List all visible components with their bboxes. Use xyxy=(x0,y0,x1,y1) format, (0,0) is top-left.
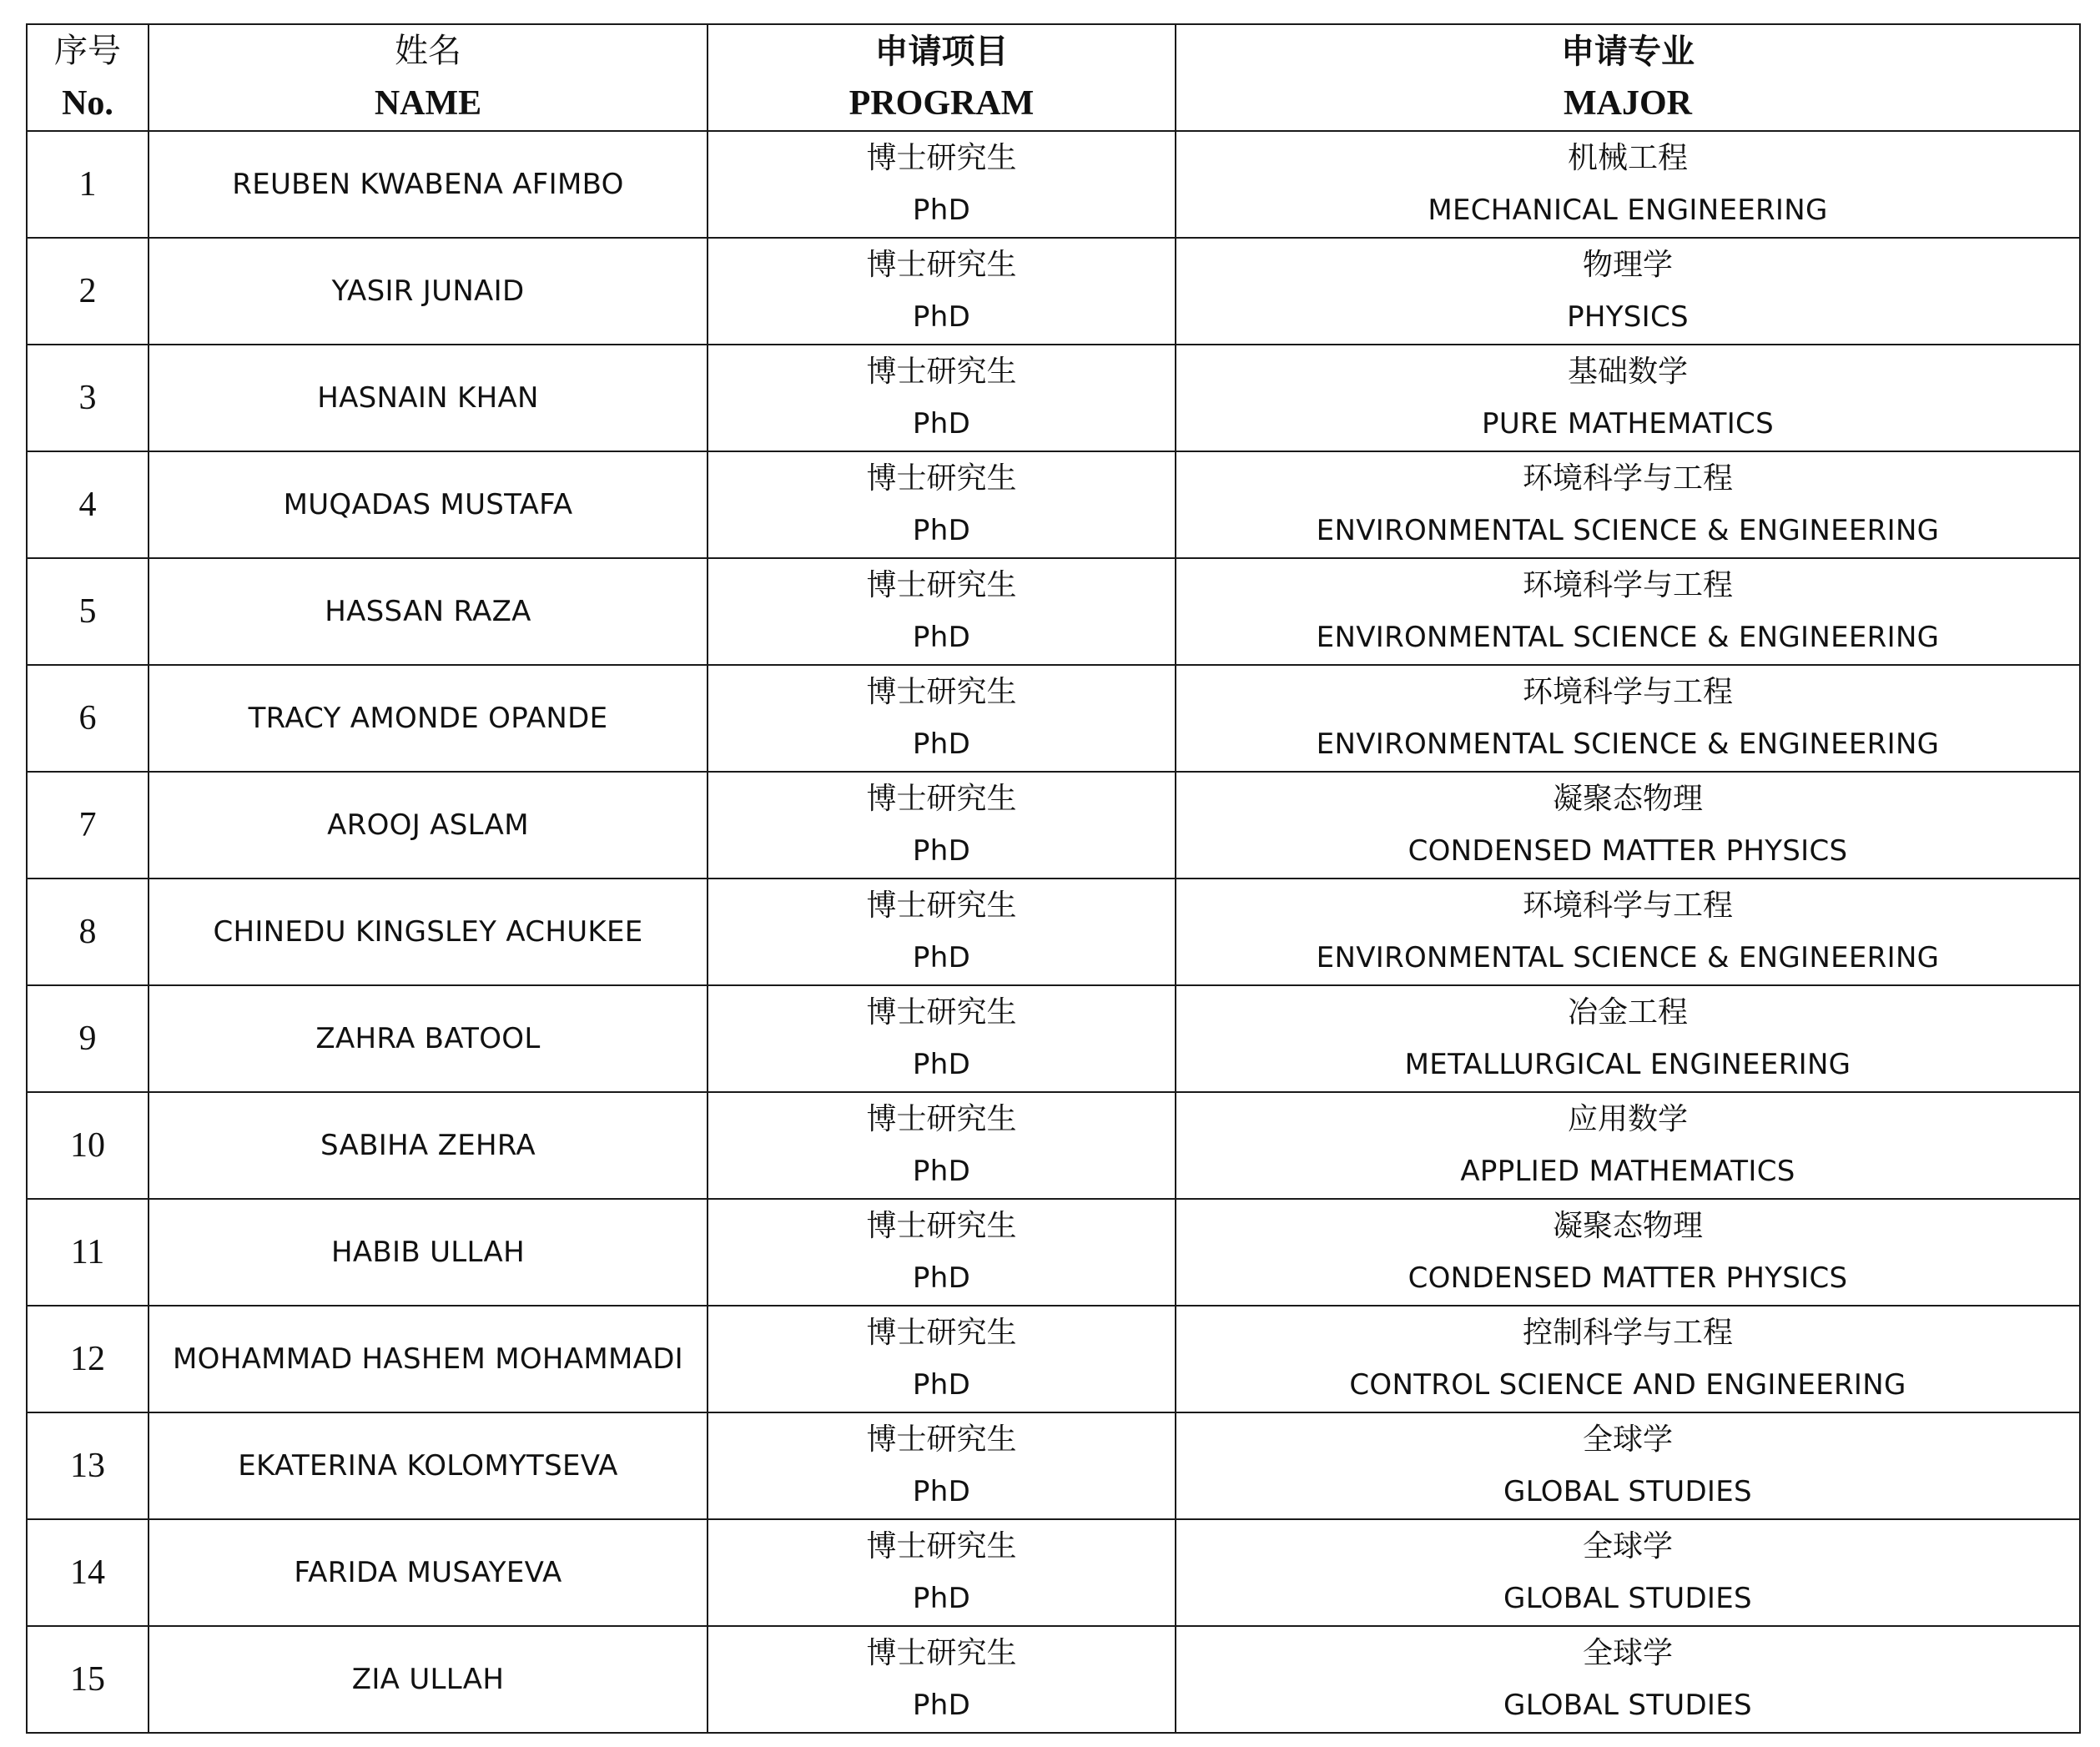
cell-major xyxy=(1176,558,2080,665)
program-en: PhD xyxy=(912,1689,971,1722)
header-name-en: NAME xyxy=(374,84,482,123)
header-program xyxy=(708,24,1176,131)
cell-no xyxy=(27,879,149,985)
major-cn: 环境科学与工程 xyxy=(1522,461,1733,496)
header-major xyxy=(1176,24,2080,131)
applicant-name: EKATERINA KOLOMYTSEVA xyxy=(238,1449,618,1483)
program-cn: 博士研究生 xyxy=(866,248,1017,282)
program-cn: 博士研究生 xyxy=(866,1529,1017,1563)
major-en: ENVIRONMENTAL SCIENCE & ENGINEERING xyxy=(1316,727,1940,761)
table-row xyxy=(27,238,2080,345)
row-number: 11 xyxy=(70,1233,105,1271)
major-en: GLOBAL STUDIES xyxy=(1503,1475,1752,1508)
program-cn: 博士研究生 xyxy=(866,889,1017,923)
header-program-en: PROGRAM xyxy=(849,84,1035,123)
cell-no xyxy=(27,1626,149,1733)
program-en: PhD xyxy=(912,1155,971,1188)
cell-no xyxy=(27,772,149,879)
table-row xyxy=(27,879,2080,985)
header-major-cn: 申请专业 xyxy=(1561,32,1695,71)
cell-name xyxy=(149,1519,708,1626)
cell-major xyxy=(1176,879,2080,985)
cell-no xyxy=(27,451,149,558)
applicant-name: HABIB ULLAH xyxy=(331,1236,525,1269)
applicant-name: TRACY AMONDE OPANDE xyxy=(248,702,608,735)
cell-name xyxy=(149,879,708,985)
major-en: PURE MATHEMATICS xyxy=(1482,407,1774,441)
cell-name xyxy=(149,451,708,558)
major-en: ENVIRONMENTAL SCIENCE & ENGINEERING xyxy=(1316,941,1940,974)
cell-name xyxy=(149,558,708,665)
table-row xyxy=(27,345,2080,451)
admission-list-table xyxy=(26,23,2081,1734)
cell-program xyxy=(708,1092,1176,1199)
major-cn: 环境科学与工程 xyxy=(1522,889,1733,923)
program-cn: 博士研究生 xyxy=(866,1209,1017,1243)
cell-no xyxy=(27,1412,149,1519)
cell-major xyxy=(1176,772,2080,879)
cell-no xyxy=(27,558,149,665)
program-cn: 博士研究生 xyxy=(866,568,1017,602)
cell-no xyxy=(27,665,149,772)
cell-no xyxy=(27,131,149,238)
table-row xyxy=(27,1199,2080,1306)
program-cn: 博士研究生 xyxy=(866,1102,1017,1136)
cell-name xyxy=(149,1306,708,1412)
cell-major xyxy=(1176,985,2080,1092)
header-major-en: MAJOR xyxy=(1564,84,1692,123)
cell-program xyxy=(708,1306,1176,1412)
program-en: PhD xyxy=(912,1261,971,1295)
table-body xyxy=(27,131,2080,1733)
major-en: ENVIRONMENTAL SCIENCE & ENGINEERING xyxy=(1316,514,1940,547)
row-number: 10 xyxy=(70,1126,105,1165)
major-en: GLOBAL STUDIES xyxy=(1503,1689,1752,1722)
major-cn: 环境科学与工程 xyxy=(1522,675,1733,709)
program-cn: 博士研究生 xyxy=(866,1422,1017,1457)
cell-no xyxy=(27,985,149,1092)
program-en: PhD xyxy=(912,514,971,547)
cell-program xyxy=(708,451,1176,558)
program-en: PhD xyxy=(912,727,971,761)
cell-name xyxy=(149,238,708,345)
cell-no xyxy=(27,1519,149,1626)
program-cn: 博士研究生 xyxy=(866,141,1017,175)
admission-list-table-container xyxy=(26,23,2079,1734)
cell-major xyxy=(1176,1092,2080,1199)
applicant-name: HASNAIN KHAN xyxy=(317,381,539,415)
row-number: 4 xyxy=(78,486,97,524)
table-row xyxy=(27,131,2080,238)
major-en: MECHANICAL ENGINEERING xyxy=(1428,194,1828,227)
cell-major xyxy=(1176,451,2080,558)
row-number: 14 xyxy=(70,1553,105,1592)
row-number: 12 xyxy=(70,1340,105,1378)
cell-name xyxy=(149,1626,708,1733)
table-row xyxy=(27,1626,2080,1733)
header-name xyxy=(149,24,708,131)
applicant-name: MUQADAS MUSTAFA xyxy=(283,488,573,521)
cell-program xyxy=(708,665,1176,772)
cell-name xyxy=(149,131,708,238)
cell-no xyxy=(27,238,149,345)
cell-program xyxy=(708,985,1176,1092)
cell-name xyxy=(149,1092,708,1199)
program-cn: 博士研究生 xyxy=(866,1636,1017,1670)
major-cn: 机械工程 xyxy=(1567,141,1688,175)
program-en: PhD xyxy=(912,1048,971,1081)
header-name-cn: 姓名 xyxy=(395,32,461,70)
cell-no xyxy=(27,1199,149,1306)
cell-major xyxy=(1176,1306,2080,1412)
header-row xyxy=(27,24,2080,131)
program-en: PhD xyxy=(912,834,971,868)
major-en: CONDENSED MATTER PHYSICS xyxy=(1408,1261,1848,1295)
applicant-name: FARIDA MUSAYEVA xyxy=(294,1556,562,1589)
row-number: 5 xyxy=(78,592,97,631)
table-row xyxy=(27,1412,2080,1519)
table-header xyxy=(27,24,2080,131)
cell-program xyxy=(708,345,1176,451)
row-number: 3 xyxy=(78,379,97,417)
cell-no xyxy=(27,1092,149,1199)
cell-major xyxy=(1176,345,2080,451)
program-cn: 博士研究生 xyxy=(866,995,1017,1030)
major-cn: 全球学 xyxy=(1582,1636,1673,1670)
row-number: 2 xyxy=(78,272,97,310)
cell-major xyxy=(1176,1519,2080,1626)
program-en: PhD xyxy=(912,621,971,654)
cell-program xyxy=(708,1519,1176,1626)
cell-program xyxy=(708,558,1176,665)
table-row xyxy=(27,1092,2080,1199)
cell-name xyxy=(149,772,708,879)
table-row xyxy=(27,1519,2080,1626)
cell-program xyxy=(708,879,1176,985)
applicant-name: ZAHRA BATOOL xyxy=(315,1022,541,1055)
cell-program xyxy=(708,1199,1176,1306)
cell-program xyxy=(708,1412,1176,1519)
cell-major xyxy=(1176,1626,2080,1733)
table-row xyxy=(27,558,2080,665)
major-en: APPLIED MATHEMATICS xyxy=(1460,1155,1795,1188)
program-en: PhD xyxy=(912,300,971,334)
applicant-name: MOHAMMAD HASHEM MOHAMMADI xyxy=(173,1342,683,1376)
row-number: 9 xyxy=(78,1020,97,1058)
row-number: 1 xyxy=(78,165,97,204)
program-en: PhD xyxy=(912,1368,971,1402)
row-number: 7 xyxy=(78,806,97,844)
row-number: 6 xyxy=(78,699,97,738)
table-row xyxy=(27,451,2080,558)
row-number: 8 xyxy=(78,913,97,951)
major-en: ENVIRONMENTAL SCIENCE & ENGINEERING xyxy=(1316,621,1940,654)
cell-name xyxy=(149,1412,708,1519)
major-cn: 环境科学与工程 xyxy=(1522,568,1733,602)
header-program-cn: 申请项目 xyxy=(874,32,1009,71)
major-cn: 凝聚态物理 xyxy=(1552,782,1703,816)
major-cn: 基础数学 xyxy=(1567,355,1688,389)
major-en: CONDENSED MATTER PHYSICS xyxy=(1408,834,1848,868)
program-en: PhD xyxy=(912,1582,971,1615)
applicant-name: AROOJ ASLAM xyxy=(327,808,529,842)
major-cn: 冶金工程 xyxy=(1567,995,1688,1030)
cell-no xyxy=(27,345,149,451)
cell-major xyxy=(1176,131,2080,238)
program-cn: 博士研究生 xyxy=(866,461,1017,496)
applicant-name: YASIR JUNAID xyxy=(331,274,525,308)
program-cn: 博士研究生 xyxy=(866,675,1017,709)
table-row xyxy=(27,1306,2080,1412)
cell-name xyxy=(149,345,708,451)
cell-name xyxy=(149,985,708,1092)
applicant-name: SABIHA ZEHRA xyxy=(320,1129,536,1162)
cell-major xyxy=(1176,238,2080,345)
program-cn: 博士研究生 xyxy=(866,355,1017,389)
major-en: METALLURGICAL ENGINEERING xyxy=(1404,1048,1851,1081)
program-cn: 博士研究生 xyxy=(866,782,1017,816)
cell-name xyxy=(149,665,708,772)
cell-program xyxy=(708,131,1176,238)
cell-program xyxy=(708,1626,1176,1733)
major-en: GLOBAL STUDIES xyxy=(1503,1582,1752,1615)
applicant-name: ZIA ULLAH xyxy=(351,1663,505,1696)
major-cn: 控制科学与工程 xyxy=(1522,1316,1733,1350)
applicant-name: CHINEDU KINGSLEY ACHUKEE xyxy=(213,915,643,949)
cell-no xyxy=(27,1306,149,1412)
major-cn: 物理学 xyxy=(1582,248,1673,282)
row-number: 15 xyxy=(70,1660,105,1699)
table-row xyxy=(27,772,2080,879)
table-row xyxy=(27,665,2080,772)
program-en: PhD xyxy=(912,407,971,441)
program-en: PhD xyxy=(912,1475,971,1508)
applicant-name: HASSAN RAZA xyxy=(325,595,531,628)
cell-major xyxy=(1176,665,2080,772)
program-en: PhD xyxy=(912,941,971,974)
program-en: PhD xyxy=(912,194,971,227)
header-no-cn: 序号 xyxy=(54,32,121,70)
cell-major xyxy=(1176,1412,2080,1519)
major-en: CONTROL SCIENCE AND ENGINEERING xyxy=(1349,1368,1906,1402)
program-cn: 博士研究生 xyxy=(866,1316,1017,1350)
header-no-en: No. xyxy=(62,84,113,123)
cell-program xyxy=(708,772,1176,879)
table-row xyxy=(27,985,2080,1092)
header-no xyxy=(27,24,149,131)
major-cn: 全球学 xyxy=(1582,1422,1673,1457)
cell-program xyxy=(708,238,1176,345)
major-en: PHYSICS xyxy=(1567,300,1689,334)
major-cn: 凝聚态物理 xyxy=(1552,1209,1703,1243)
major-cn: 应用数学 xyxy=(1567,1102,1688,1136)
major-cn: 全球学 xyxy=(1582,1529,1673,1563)
cell-major xyxy=(1176,1199,2080,1306)
row-number: 13 xyxy=(70,1447,105,1485)
cell-name xyxy=(149,1199,708,1306)
applicant-name: REUBEN KWABENA AFIMBO xyxy=(232,168,624,201)
